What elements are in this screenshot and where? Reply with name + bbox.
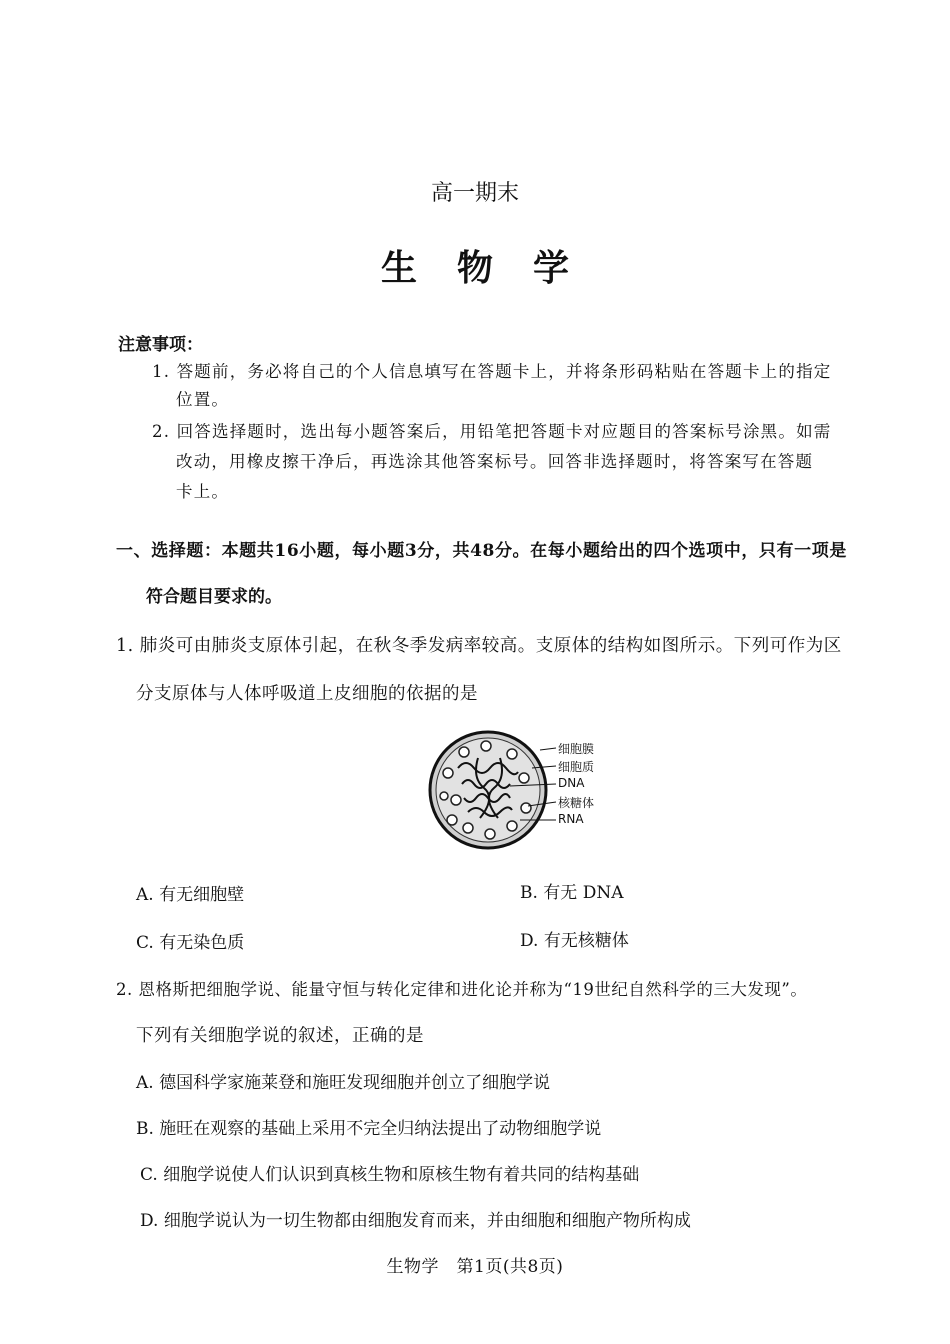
notice-item2-line2: 改动，用橡皮擦干净后，再选涂其他答案标号。回答非选择题时，将答案写在答题 <box>176 452 814 471</box>
figure-label-cytoplasm: 细胞质 <box>558 760 595 774</box>
figure-label-dna: DNA <box>558 776 585 790</box>
notice-heading: 注意事项： <box>118 335 203 355</box>
section-heading-line1: 一、选择题：本题共16小题，每小题3分，共48分。在每小题给出的四个选项中，只有一项是 <box>116 541 847 561</box>
notice-item2-line3: 卡上。 <box>176 482 230 501</box>
q2-option-c: C. 细胞学说使人们认识到真核生物和原核生物有着共同的结构基础 <box>140 1165 640 1185</box>
q2-option-d: D. 细胞学说认为一切生物都由细胞发育而来，并由细胞和细胞产物所构成 <box>140 1211 691 1231</box>
q2-stem-line2: 下列有关细胞学说的叙述，正确的是 <box>136 1026 424 1046</box>
q1-option-b: B. 有无 DNA <box>520 883 624 903</box>
notice-item2-line1: 2. 回答选择题时，选出每小题答案后，用铅笔把答题卡对应题目的答案标号涂黑。如需 <box>152 422 832 441</box>
figure-label-rna: RNA <box>558 812 584 826</box>
mycoplasma-figure <box>428 728 628 852</box>
figure-label-membrane: 细胞膜 <box>558 742 595 756</box>
exam-title: 生物学 <box>380 247 609 289</box>
q1-option-c: C. 有无染色质 <box>136 933 245 953</box>
figure-label-ribosome: 核糖体 <box>558 796 595 810</box>
notice-item1-line2: 位置。 <box>176 390 230 409</box>
section-heading-line2: 符合题目要求的。 <box>146 587 282 607</box>
q1-option-d: D. 有无核糖体 <box>520 931 629 951</box>
page-footer: 生物学 第1页(共8页) <box>386 1257 564 1277</box>
exam-subtitle: 高一期末 <box>430 181 519 206</box>
q2-stem-line1: 2. 恩格斯把细胞学说、能量守恒与转化定律和进化论并称为“19世纪自然科学的三大发现”。 <box>116 980 808 999</box>
q1-stem-line2: 分支原体与人体呼吸道上皮细胞的依据的是 <box>136 684 478 704</box>
q1-option-a: A. 有无细胞壁 <box>136 885 245 905</box>
q2-option-a: A. 德国科学家施莱登和施旺发现细胞并创立了细胞学说 <box>136 1073 551 1093</box>
q2-option-b: B. 施旺在观察的基础上采用不完全归纳法提出了动物细胞学说 <box>136 1119 602 1139</box>
q1-stem-line1: 1. 肺炎可由肺炎支原体引起，在秋冬季发病率较高。支原体的结构如图所示。下列可作为区 <box>116 636 842 656</box>
cell-diagram <box>430 732 556 848</box>
notice-item1-line1: 1. 答题前，务必将自己的个人信息填写在答题卡上，并将条形码粘贴在答题卡上的指定 <box>152 362 832 381</box>
